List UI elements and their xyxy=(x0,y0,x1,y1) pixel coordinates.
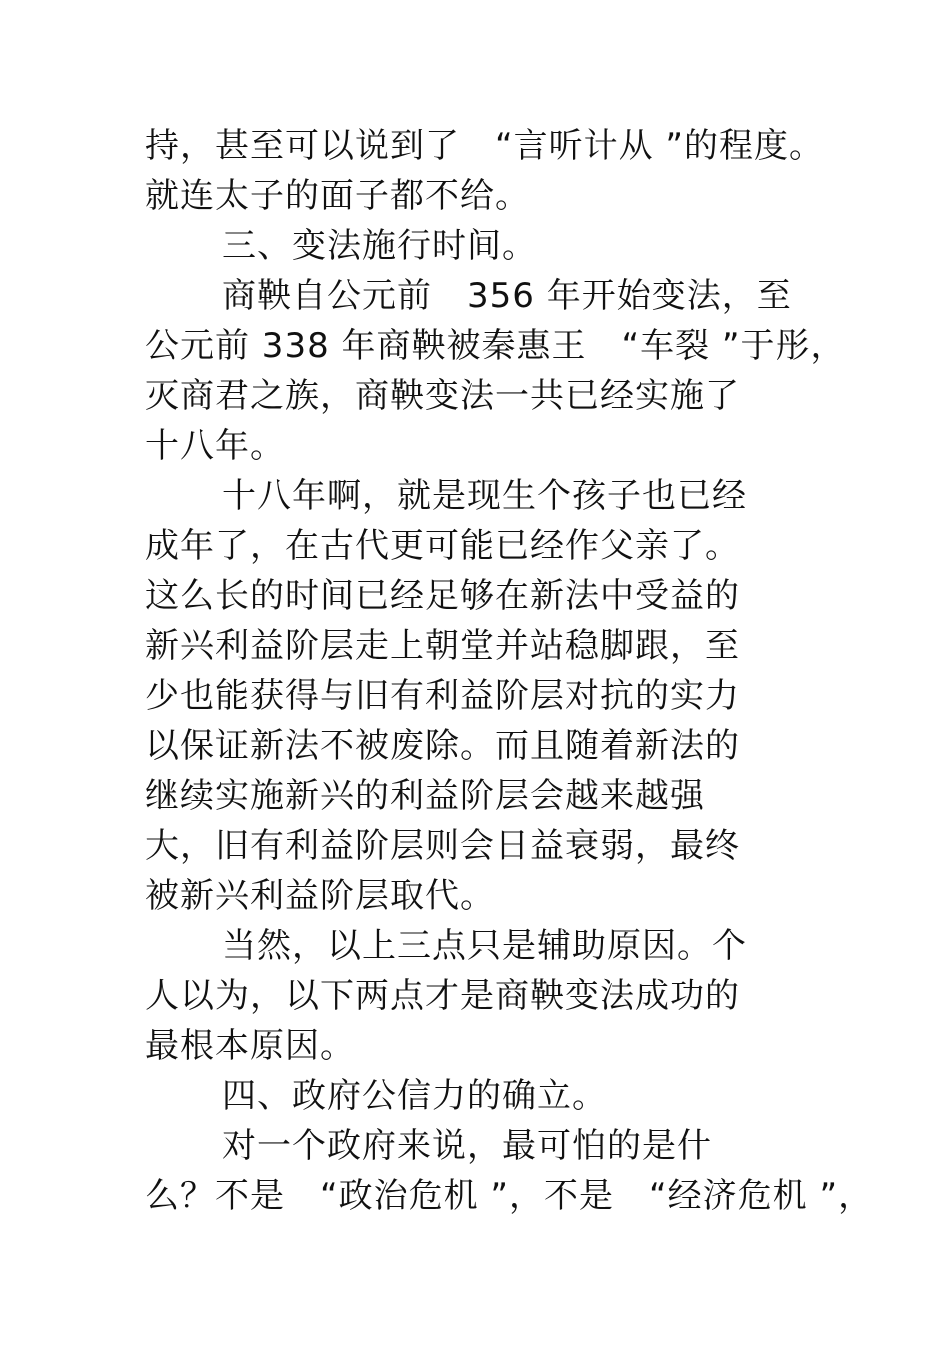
text-line: 商鞅自公元前 356 年开始变法，至 xyxy=(222,276,792,316)
text-line: 么？不是 “政治危机 ”，不是 “经济危机 ”， xyxy=(145,1176,874,1216)
text-line: 继续实施新兴的利益阶层会越来越强 xyxy=(145,776,705,816)
text-line: 十八年。 xyxy=(145,426,285,466)
text-line: 被新兴利益阶层取代。 xyxy=(145,876,495,916)
text-line: 十八年啊，就是现生个孩子也已经 xyxy=(222,476,747,516)
section-heading: 三、变法施行时间。 xyxy=(222,226,537,266)
text-line: 持，甚至可以说到了 “言听计从 ”的程度。 xyxy=(145,126,825,166)
text-line: 新兴利益阶层走上朝堂并站稳脚跟，至 xyxy=(145,626,740,666)
text-line: 最根本原因。 xyxy=(145,1026,355,1066)
text-line: 灭商君之族，商鞅变法一共已经实施了 xyxy=(145,376,740,416)
text-line: 就连太子的面子都不给。 xyxy=(145,176,530,216)
text-line: 人以为，以下两点才是商鞅变法成功的 xyxy=(145,976,740,1016)
text-line: 对一个政府来说，最可怕的是什 xyxy=(222,1126,712,1166)
text-line: 这么长的时间已经足够在新法中受益的 xyxy=(145,576,740,616)
text-line: 大，旧有利益阶层则会日益衰弱，最终 xyxy=(145,826,740,866)
text-line: 成年了，在古代更可能已经作父亲了。 xyxy=(145,526,740,566)
text-line: 少也能获得与旧有利益阶层对抗的实力 xyxy=(145,676,740,716)
section-heading: 四、政府公信力的确立。 xyxy=(222,1076,607,1116)
text-line: 公元前 338 年商鞅被秦惠王 “车裂 ”于彤， xyxy=(145,326,846,366)
text-line: 以保证新法不被废除。而且随着新法的 xyxy=(145,726,740,766)
text-line: 当然，以上三点只是辅助原因。个 xyxy=(222,926,747,966)
